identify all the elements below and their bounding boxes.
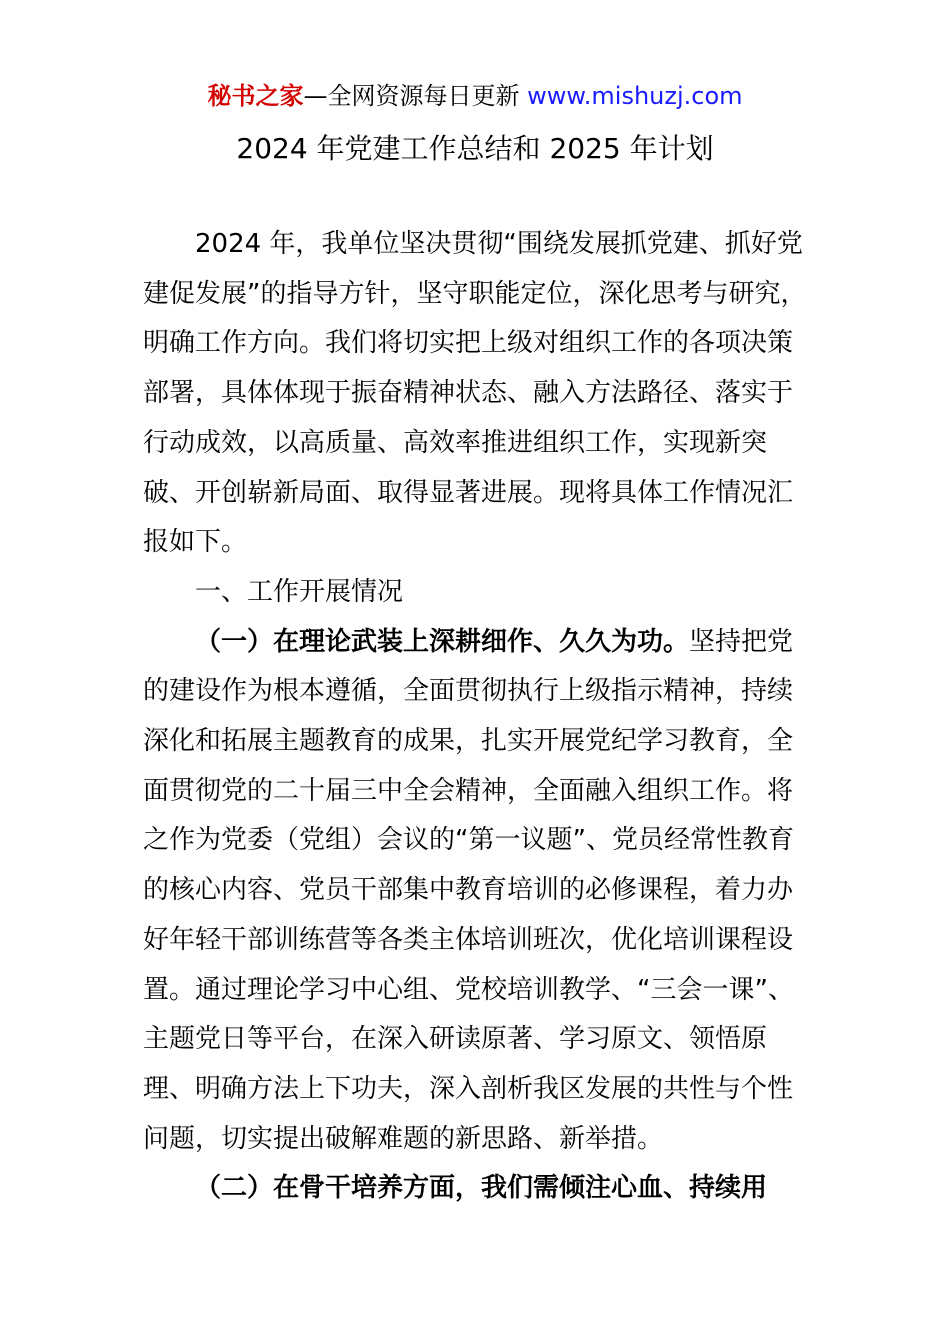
item-1-lead: （一）在理论武装上深耕细作、久久为功。: [195, 626, 690, 657]
item-2-lead: （二）在骨干培养方面，我们需倾注心血、持续用: [195, 1173, 768, 1204]
intro-paragraph: 2024 年，我单位坚决贯彻“围绕发展抓党建、抓好党建促发展”的指导方针，坚守职能定位，深化思考与研究，明确工作方向。我们将切实把上级对组织工作的各项决策部署，具体体现于振奋精神状态、融入方法路径、落实于行动成效，以高质量、高效率推进组织工作，实现新突破、开创崭新局面、取得显著进展。现将具体工作情况汇报如下。: [143, 229, 807, 558]
document-title: 2024 年党建工作总结和 2025 年计划: [236, 132, 714, 165]
item-1-paragraph: [143, 618, 807, 1165]
site-name: 秘书之家: [207, 82, 304, 110]
section-heading: 一、工作开展情况: [195, 576, 404, 607]
site-header: [0, 80, 950, 112]
document-body: [143, 220, 807, 1214]
item-2-paragraph: [143, 1164, 807, 1214]
site-url-link[interactable]: www.mishuzj.com: [527, 82, 743, 110]
site-tagline: —全网资源每日更新: [303, 82, 528, 110]
item-1-body: 坚持把党的建设作为根本遵循，全面贯彻执行上级指示精神，持续深化和拓展主题教育的成果，扎实开展党纪学习教育，全面贯彻党的二十届三中全会精神，全面融入组织工作。将之作为党委（党组）会议的“第一议题”、党员经常性教育的核心内容、党员干部集中教育培训的必修课程，着力办好年轻干部训练营等各类主体培训班次，优化培训课程设置。通过理论学习中心组、党校培训教学、“三会一课”、主题党日等平台，在深入研读原著、学习原文、领悟原理、明确方法上下功夫，深入剖析我区发展的共性与个性问题，切实提出破解难题的新思路、新举措。: [143, 626, 794, 1154]
